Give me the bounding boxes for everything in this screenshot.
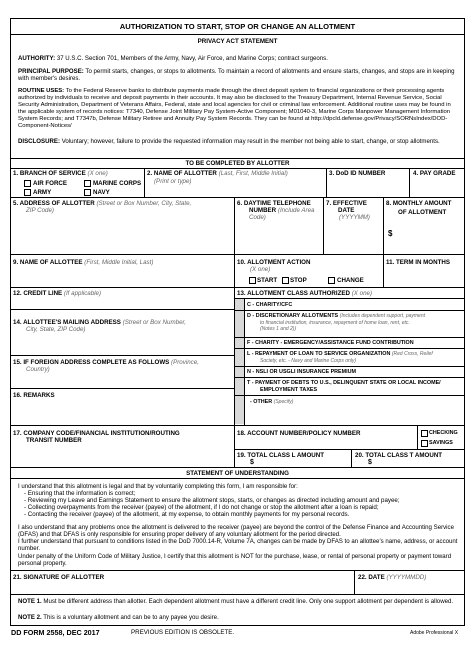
- start-checkbox[interactable]: [249, 277, 256, 284]
- class-d[interactable]: D - DISCRETIONARY ALLOTMENTS (Includes dependent support, payment: [247, 313, 425, 319]
- privacy-disclosure: DISCLOSURE: Voluntary; however, failure to provide the requested information may result in the member not being able to start, change, or stop allotments.: [18, 138, 440, 145]
- field-8-dollar: $: [388, 229, 393, 238]
- class-other[interactable]: - OTHER (Specify): [250, 399, 294, 405]
- allotter-name-input[interactable]: [146, 186, 324, 196]
- field-7-label-b: DATE: [338, 207, 355, 214]
- field-21-label: 21. SIGNATURE OF ALLOTTER: [13, 574, 105, 581]
- field-20-label: 20. TOTAL CLASS T AMOUNT: [355, 452, 443, 459]
- field-18-label: 18. ACCOUNT NUMBER/POLICY NUMBER: [237, 430, 361, 437]
- field-7-hint: (YYYYMM): [339, 214, 370, 221]
- field-3-label: 3. DoD ID NUMBER: [329, 170, 386, 177]
- field-15-hint: Country): [26, 366, 50, 373]
- field-9-label: 9. NAME OF ALLOTTEE (First, Middle Initial, Last): [13, 259, 154, 266]
- field-22-label: 22. DATE (YYYYMMDD): [358, 574, 427, 581]
- date-input[interactable]: [356, 582, 462, 592]
- navy-label: NAVY: [93, 189, 110, 196]
- pay-grade-input[interactable]: [411, 179, 463, 196]
- foreign-address-input[interactable]: [13, 374, 231, 387]
- previous-edition-note: PREVIOUS EDITION IS OBSOLETE.: [131, 629, 235, 636]
- field-6-label-b: NUMBER (Include Area: [249, 207, 315, 214]
- field-20-dollar: $: [368, 459, 372, 466]
- field-5-label: 5. ADDRESS OF ALLOTTER (Street or Box Number, City, State,: [13, 200, 192, 207]
- privacy-routine-uses: ROUTINE USES: To the Federal Reserve banks to distribute payments made through the direct deposit system to financial organizations or their processing agents authorized by individuals to receive and deposit payments in their accounts. It may also be disclosed to the Treasury Department, Internal Revenue Service, Social Security Administration, Department of Veterans Affairs, Federal, state and local agencies for civil or criminal law enforcement. Additional routine uses may be found in the applicable system of records notices: T7340, Defense Joint Military Pay System-Active Component; M01040-3, Marine Corps Manpower Management Information System Records; and T7347b, Defense Military Retiree and Annuity Pay System Records. They can be found at http://dpcld.defense.gov/Privacy/SORNsIndex/DOD-Component-Notices/: [18, 88, 451, 129]
- start-label: START: [257, 277, 278, 284]
- term-months-input[interactable]: [385, 268, 462, 286]
- understanding-p1: I understand that this allotment is legal and that by voluntarily completing this form, I am responsible for:: [18, 483, 298, 490]
- class-t[interactable]: T - PAYMENT OF DEBTS TO U.S., DELINQUENT STATE OR LOCAL INCOME/: [247, 380, 441, 386]
- field-5-hint: ZIP Code): [26, 207, 54, 214]
- allottee-address-input[interactable]: [13, 334, 231, 354]
- marine-corps-label: MARINE CORPS: [93, 180, 142, 187]
- class-d-sub2: (Notes 1 and 2)): [260, 326, 297, 332]
- effective-date-input[interactable]: [325, 223, 381, 252]
- field-15-label: 15. IF FOREIGN ADDRESS COMPLETE AS FOLLOWS (Province,: [13, 359, 199, 366]
- note-1: NOTE 1. Must be different address than allotter. Each dependent allotment must have a different credit line. Only one support allotment per dependent is allowed.: [18, 598, 454, 605]
- understanding-heading: STATEMENT OF UNDERSTANDING: [186, 470, 289, 477]
- field-16-label: 16. REMARKS: [13, 392, 55, 399]
- stop-label: STOP: [290, 277, 307, 284]
- army-checkbox[interactable]: [24, 189, 31, 196]
- field-2-label: 2. NAME OF ALLOTTER (Last, First, Middle Initial): [147, 170, 288, 177]
- understanding-p2: I also understand that any problems once the allotment is delivered to the receiver (payee) are beyond the control of the Defense Finance and Accounting Service (DFAS) and that DFAS is only responsible for ensuring proper delivery of any voluntary allotment for the period directed.: [18, 524, 454, 538]
- field-6-label: 6. DAYTIME TELEPHONE: [237, 200, 311, 207]
- field-12-label: 12. CREDIT LINE (If applicable): [13, 290, 102, 297]
- change-checkbox[interactable]: [328, 277, 335, 284]
- field-4-label: 4. PAY GRADE: [413, 170, 456, 177]
- field-13-label: 13. ALLOTMENT CLASS AUTHORIZED (X one): [237, 290, 373, 297]
- routing-number-input[interactable]: [13, 445, 231, 465]
- class-c[interactable]: C - CHARITY/CFC: [247, 302, 293, 308]
- field-14-hint: City, State, ZIP Code): [26, 326, 86, 333]
- change-label: CHANGE: [337, 277, 364, 284]
- remarks-input[interactable]: [13, 401, 231, 424]
- navy-checkbox[interactable]: [84, 189, 91, 196]
- army-label: ARMY: [33, 189, 52, 196]
- form-page: [10, 18, 465, 626]
- class-l-sub: Society, etc. - Navy and Marine Corps only): [260, 358, 357, 364]
- checking-label: CHECKING: [429, 430, 458, 436]
- credit-line-input[interactable]: [13, 298, 231, 308]
- field-11-label: 11. TERM IN MONTHS: [386, 259, 450, 266]
- allotter-address-input[interactable]: [13, 216, 231, 252]
- privacy-purpose: PRINCIPAL PURPOSE: To permit starts, changes, or stops to allotments. To maintain a record of allotments and ensure starts, changes, and stops are in keeping with member's desires.: [18, 68, 455, 82]
- field-17-label: 17. COMPANY CODE/FINANCIAL INSTITUTION/ROUTING: [13, 430, 180, 437]
- savings-label: SAVINGS: [429, 440, 453, 446]
- class-n[interactable]: N - NSLI OR USGLI INSURANCE PREMIUM: [247, 369, 357, 375]
- understanding-p4: Under penalty of the Uniform Code of Military Justice, I certify that this allotment is NOT for the purchase, lease, or rental of personal property or payment toward personal property.: [18, 553, 452, 567]
- allottee-name-input[interactable]: [13, 268, 231, 286]
- field-10-label: 10. ALLOTMENT ACTION: [237, 259, 311, 266]
- field-8-label: 8. MONTHLY AMOUNT: [386, 200, 452, 207]
- field-7-label: 7. EFFECTIVE: [326, 200, 367, 207]
- air-force-checkbox[interactable]: [24, 180, 31, 187]
- dod-id-input[interactable]: [328, 179, 406, 196]
- software-note: Adobe Professional X: [410, 630, 459, 636]
- class-t-sub: EMPLOYMENT TAXES: [260, 387, 318, 393]
- monthly-amount-input[interactable]: [396, 223, 462, 252]
- class-l[interactable]: L - REPAYMENT OF LOAN TO SERVICE ORGANIZATION (Red Cross, Relief: [247, 351, 433, 357]
- field-17-label-b: TRANSIT NUMBER: [26, 437, 82, 444]
- field-2-hint: (Print or type): [154, 178, 192, 185]
- field-14-label: 14. ALLOTTEE'S MAILING ADDRESS (Street or Box Number,: [13, 319, 186, 326]
- field-19-label: 19. TOTAL CLASS L AMOUNT: [237, 452, 324, 459]
- privacy-authority: AUTHORITY: 37 U.S.C. Section 701, Members of the Army, Navy, Air Force, and Marine Corps; contract surgeons.: [18, 55, 328, 62]
- field-19-dollar: $: [250, 459, 254, 466]
- account-number-input[interactable]: [236, 437, 414, 448]
- field-6-hint: Code): [249, 214, 266, 221]
- marine-corps-checkbox[interactable]: [84, 180, 91, 187]
- class-d-sub: to financial institution, insurance, repayment of home loan, rent, etc.: [260, 320, 410, 326]
- note-2: NOTE 2. This is a voluntary allotment and can be to any payee you desire.: [18, 614, 219, 621]
- form-id: DD FORM 2558, DEC 2017: [11, 628, 100, 637]
- understanding-bullet-1: - Ensuring that the information is correct;: [24, 490, 136, 497]
- form-title: AUTHORIZATION TO START, STOP OR CHANGE AN ALLOTMENT: [119, 22, 356, 31]
- understanding-bullet-4: - Contacting the receiver (payee) of the allotment, at my expense, to obtain monthly payments for my personal records.: [24, 511, 350, 518]
- field-8-label-b: OF ALLOTMENT: [398, 209, 447, 216]
- allotter-heading: TO BE COMPLETED BY ALLOTTER: [185, 160, 290, 167]
- field-1-label: 1. BRANCH OF SERVICE (X one): [13, 170, 108, 177]
- field-10-hint: (X one): [250, 266, 271, 273]
- signature-input[interactable]: [13, 582, 351, 592]
- checking-checkbox[interactable]: [421, 430, 428, 437]
- savings-checkbox[interactable]: [421, 440, 428, 447]
- understanding-bullet-2: - Reviewing my Leave and Earnings Statement to ensure the allotment stops, starts, or changes as directed including amount and payee;: [24, 497, 400, 504]
- understanding-bullet-3: - Collecting overpayments from the receiver (payee) of the allotment, if I do not change or stop the allotment after a loan is repaid;: [24, 504, 379, 511]
- stop-checkbox[interactable]: [282, 277, 289, 284]
- class-f[interactable]: F - CHARITY - EMERGENCY/ASSISTANCE FUND CONTRIBUTION: [247, 340, 414, 346]
- air-force-label: AIR FORCE: [33, 180, 68, 187]
- understanding-p3: I further understand that pursuant to conditions listed in the DoD 7000.14-R, Volume 7A, changes can be made by DFAS to an allottee's name, address, or account number.: [18, 538, 458, 552]
- privacy-heading: PRIVACY ACT STATEMENT: [197, 38, 278, 45]
- telephone-input[interactable]: [236, 223, 321, 252]
